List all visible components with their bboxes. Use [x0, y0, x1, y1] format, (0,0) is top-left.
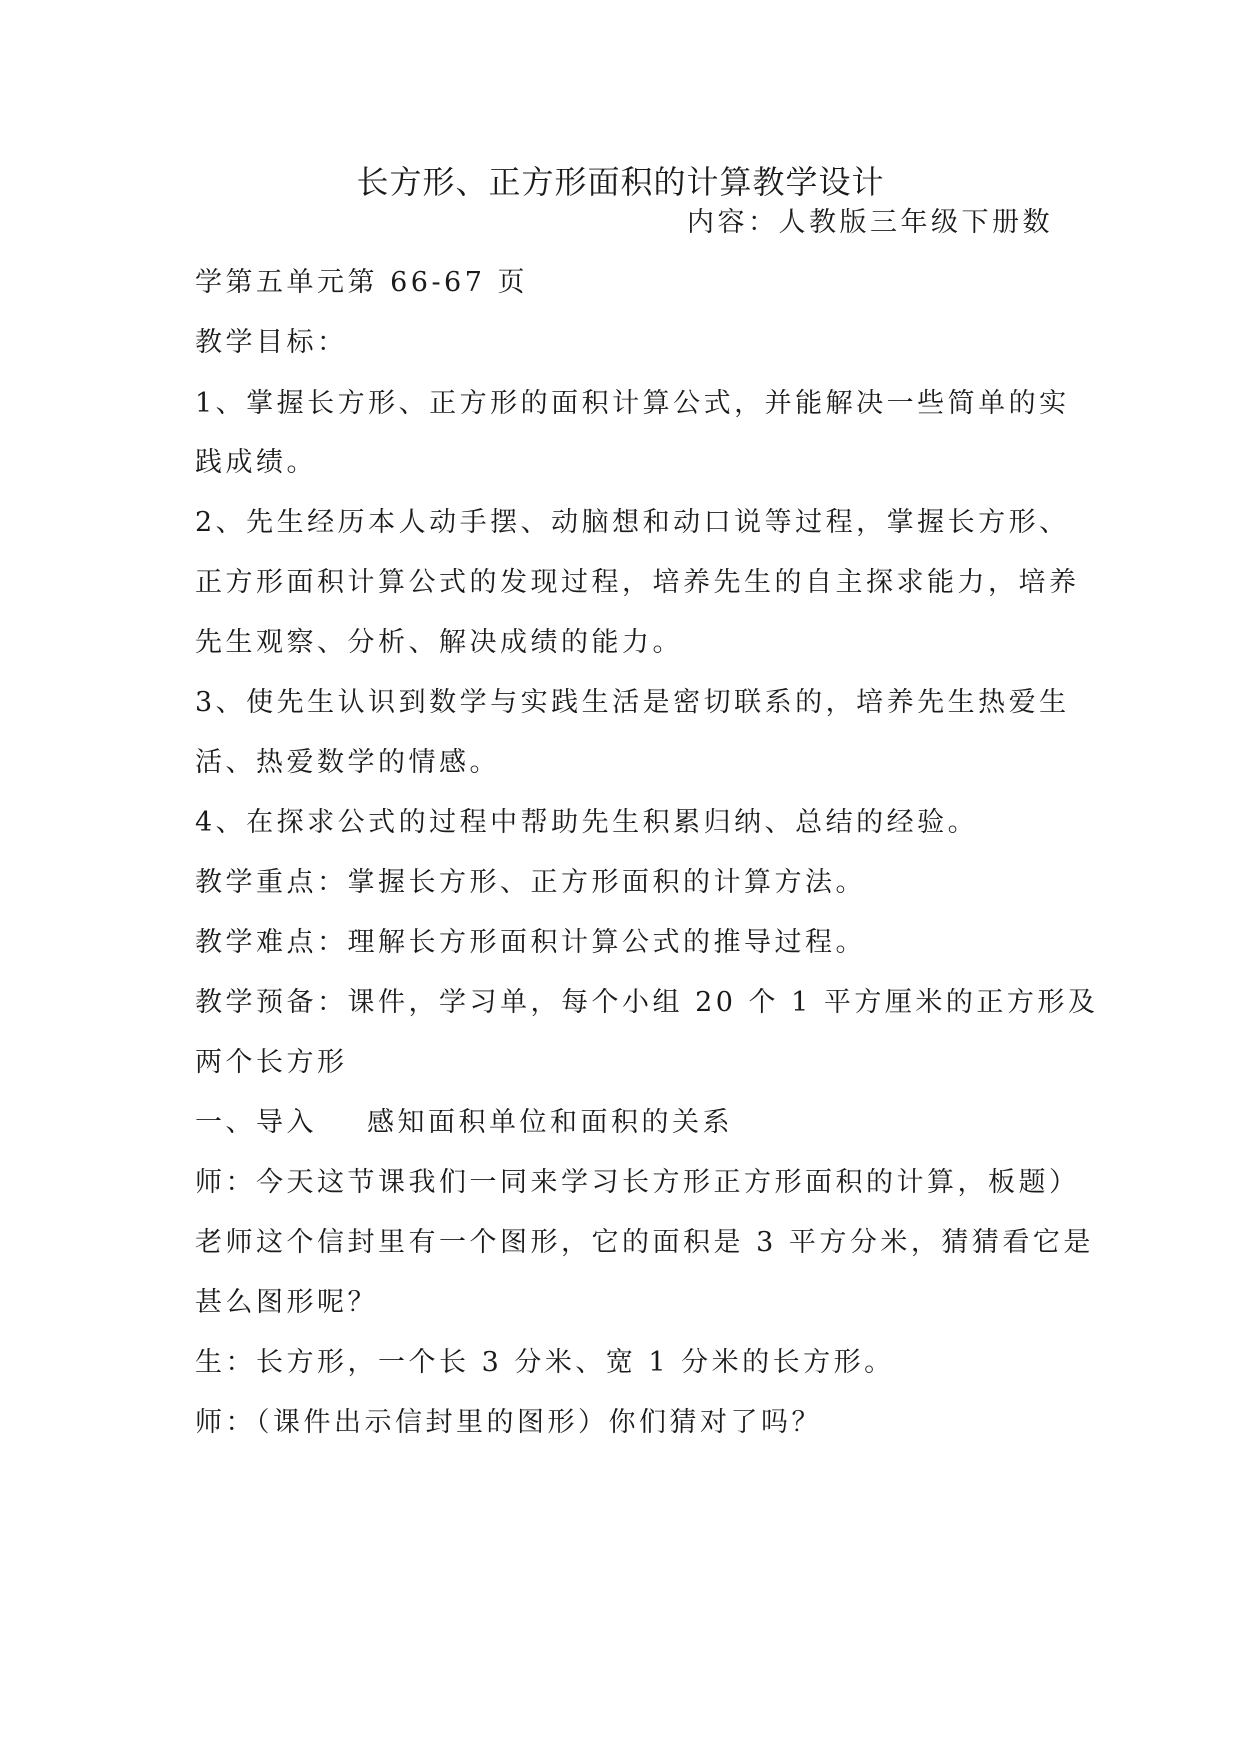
section-1-heading	[195, 1103, 1055, 1143]
section-1-label: 一、导入	[195, 1107, 317, 1138]
content-line-1: 内容：人教版三年级下册数	[687, 207, 1053, 238]
dialogue-1-line-3: 甚么图形呢？	[195, 1287, 378, 1318]
dialogue-3: 师：（课件出示信封里的图形）你们猜对了吗？	[195, 1407, 822, 1438]
objective-2-line-1: 2、先生经历本人动手摆、动脑想和动口说等过程，掌握长方形、	[195, 507, 1070, 538]
objective-4: 4、在探求公式的过程中帮助先生积累归纳、总结的经验。	[195, 807, 979, 838]
dialogue-1-line-1: 师：今天这节课我们一同来学习长方形正方形面积的计算，板题）	[195, 1167, 1080, 1198]
dialogue-1-line-2: 老师这个信封里有一个图形，它的面积是 3 平方分米，猜猜看它是	[195, 1227, 1094, 1258]
objective-3-line-2: 活、热爱数学的情感。	[195, 747, 500, 778]
content-line-2: 学第五单元第 66-67 页	[195, 267, 529, 298]
objective-2-line-3: 先生观察、分析、解决成绩的能力。	[195, 627, 683, 658]
preparation-line-1: 教学预备：课件，学习单，每个小组 20 个 1 平方厘米的正方形及	[195, 987, 1099, 1018]
document-title: 长方形、正方形面积的计算教学设计	[356, 163, 885, 201]
dialogue-2: 生：长方形，一个长 3 分米、宽 1 分米的长方形。	[195, 1347, 895, 1378]
objective-1-line-2: 践成绩。	[195, 447, 317, 478]
objective-3-line-1: 3、使先生认识到数学与实践生活是密切联系的，培养先生热爱生	[195, 687, 1070, 718]
difficulty: 教学难点：理解长方形面积计算公式的推导过程。	[195, 927, 866, 958]
objective-1-line-1: 1、掌握长方形、正方形的面积计算公式，并能解决一些简单的实	[195, 388, 1070, 419]
objective-2-line-2: 正方形面积计算公式的发现过程，培养先生的自主探求能力，培养	[195, 567, 1080, 598]
objectives-heading: 教学目标：	[195, 327, 348, 358]
section-1-title: 感知面积单位和面积的关系	[367, 1107, 733, 1138]
preparation-line-2: 两个长方形	[195, 1047, 348, 1078]
key-point: 教学重点：掌握长方形、正方形面积的计算方法。	[195, 867, 866, 898]
